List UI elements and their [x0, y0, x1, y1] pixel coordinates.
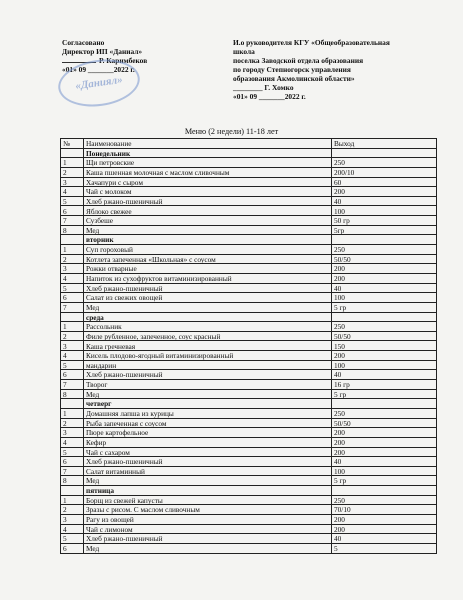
region-line: образования Акмолинской области» [233, 74, 355, 83]
dish-name: Филе рубленное, запеченное, соус красный [84, 331, 332, 341]
dish-name: Рыба запеченная с соусом [84, 418, 332, 428]
portion-output: 250 [332, 322, 437, 332]
dish-name: Салат из свежих овощей [84, 293, 332, 303]
item-number: 1 [61, 158, 84, 168]
portion-output: 200 [332, 273, 437, 283]
item-number: 4 [61, 524, 84, 534]
item-number: 7 [61, 302, 84, 312]
dish-name: Рагу из овощей [84, 514, 332, 524]
portion-output: 200 [332, 524, 437, 534]
table-row [61, 293, 437, 303]
item-number: 3 [61, 341, 84, 351]
table-cell-output [332, 399, 437, 409]
table-row [61, 380, 437, 390]
item-number: 3 [61, 264, 84, 274]
item-number: 7 [61, 216, 84, 226]
table-row [61, 495, 437, 505]
table-row [61, 524, 437, 534]
item-number: 2 [61, 418, 84, 428]
item-number: 6 [61, 293, 84, 303]
portion-output: 200 [332, 437, 437, 447]
item-number: 3 [61, 428, 84, 438]
portion-output: 5 гр [332, 389, 437, 399]
column-header-name: Наименование [84, 139, 332, 149]
stamp-text: «Даниял» [74, 73, 124, 93]
table-row [61, 543, 437, 553]
dish-name: Мед [84, 543, 332, 553]
portion-output: 100 [332, 466, 437, 476]
table-row [61, 273, 437, 283]
table-row [61, 447, 437, 457]
portion-output: 200/10 [332, 167, 437, 177]
portion-output: 100 [332, 206, 437, 216]
table-row [61, 457, 437, 467]
portion-output: 200 [332, 351, 437, 361]
portion-output: 60 [332, 177, 437, 187]
portion-output: 100 [332, 360, 437, 370]
menu-title: Меню (2 недели) 11-18 лет [184, 127, 279, 136]
dish-name: Чай с сахаром [84, 447, 332, 457]
table-row [61, 158, 437, 168]
dish-name: Кефир [84, 437, 332, 447]
portion-output: 50/50 [332, 418, 437, 428]
item-number: 7 [61, 466, 84, 476]
city-line: по городу Степногорск управления [233, 65, 351, 74]
dish-name: Мед [84, 476, 332, 486]
director-name: Р. Каримбеков [99, 56, 148, 65]
table-cell-number [61, 399, 84, 409]
portion-output: 250 [332, 158, 437, 168]
portion-output: 200 [332, 447, 437, 457]
table-cell-number [61, 312, 84, 322]
dish-name: Рассольник [84, 322, 332, 332]
table-row [61, 283, 437, 293]
table-row [61, 514, 437, 524]
item-number: 6 [61, 206, 84, 216]
table-cell-number [61, 148, 84, 158]
portion-output: 70/10 [332, 505, 437, 515]
dish-name: Каша пшенная молочная с маслом сливочным [84, 167, 332, 177]
table-row [61, 216, 437, 226]
item-number: 5 [61, 534, 84, 544]
approval-date-right: «01» 09 _______2022 г. [233, 92, 306, 101]
dish-name: Щи петровские [84, 158, 332, 168]
table-cell-output [332, 148, 437, 158]
day-heading-row [61, 486, 437, 496]
portion-output: 40 [332, 457, 437, 467]
dish-name: Рожки отварные [84, 264, 332, 274]
item-number: 4 [61, 187, 84, 197]
day-heading: среда [84, 312, 332, 322]
portion-output: 250 [332, 408, 437, 418]
table-header-row [61, 139, 437, 149]
table-row [61, 428, 437, 438]
table-row [61, 370, 437, 380]
dish-name: Напиток из сухофруктов витаминизированный [84, 273, 332, 283]
table-row [61, 254, 437, 264]
day-heading: Понедельник [84, 148, 332, 158]
table-row [61, 437, 437, 447]
table-row [61, 466, 437, 476]
item-number: 5 [61, 196, 84, 206]
dish-name: Домашняя лапша из курицы [84, 408, 332, 418]
table-row [61, 534, 437, 544]
portion-output: 100 [332, 293, 437, 303]
table-row [61, 331, 437, 341]
portion-output: 250 [332, 495, 437, 505]
table-row [61, 389, 437, 399]
table-row [61, 351, 437, 361]
day-heading-row [61, 399, 437, 409]
dish-name: Хлеб ржано-пшеничный [84, 457, 332, 467]
dish-name: Зразы с рисом. С маслом сливочным [84, 505, 332, 515]
department-line: поселка Заводской отдела образования [233, 56, 364, 65]
item-number: 3 [61, 177, 84, 187]
day-heading: пятница [84, 486, 332, 496]
table-row [61, 341, 437, 351]
portion-output: 40 [332, 370, 437, 380]
item-number: 8 [61, 389, 84, 399]
school-head-title: И.о руководителя КГУ «Общеобразовательная [233, 38, 390, 47]
day-heading-row [61, 312, 437, 322]
table-row [61, 167, 437, 177]
item-number: 1 [61, 495, 84, 505]
dish-name: Чай с лимоном [84, 524, 332, 534]
item-number: 6 [61, 457, 84, 467]
table-cell-output [332, 312, 437, 322]
item-number: 7 [61, 380, 84, 390]
school-line: школа [233, 47, 255, 56]
table-row [61, 225, 437, 235]
dish-name: мандарин [84, 360, 332, 370]
dish-name: Хачапури с сыром [84, 177, 332, 187]
dish-name: Борщ из свежей капусты [84, 495, 332, 505]
item-number: 8 [61, 225, 84, 235]
dish-name: Суп гороховый [84, 245, 332, 255]
portion-output: 16 гр [332, 380, 437, 390]
portion-output: 5 [332, 543, 437, 553]
portion-output: 150 [332, 341, 437, 351]
portion-output: 50 гр [332, 216, 437, 226]
approval-block-right [233, 38, 448, 101]
item-number: 4 [61, 437, 84, 447]
table-row [61, 177, 437, 187]
portion-output: 200 [332, 264, 437, 274]
table-row [61, 418, 437, 428]
dish-name: Мед [84, 389, 332, 399]
portion-output: 40 [332, 534, 437, 544]
dish-name: Хлеб ржано-пшеничный [84, 196, 332, 206]
dish-name: Котлета запеченная «Школьная» с соусом [84, 254, 332, 264]
dish-name: Мед [84, 225, 332, 235]
dish-name: Чай с молоком [84, 187, 332, 197]
table-row [61, 187, 437, 197]
portion-output: 200 [332, 187, 437, 197]
item-number: 8 [61, 476, 84, 486]
table-cell-output [332, 486, 437, 496]
item-number: 4 [61, 273, 84, 283]
menu-table-body [61, 148, 437, 553]
portion-output: 200 [332, 514, 437, 524]
day-heading: четверг [84, 399, 332, 409]
item-number: 2 [61, 505, 84, 515]
dish-name: Хлеб ржано-пшеничный [84, 283, 332, 293]
item-number: 5 [61, 360, 84, 370]
item-number: 1 [61, 408, 84, 418]
item-number: 2 [61, 331, 84, 341]
portion-output: 5 гр [332, 302, 437, 312]
portion-output: 250 [332, 245, 437, 255]
day-heading-row [61, 235, 437, 245]
portion-output: 5гр [332, 225, 437, 235]
dish-name: Сузбеше [84, 216, 332, 226]
table-cell-number [61, 235, 84, 245]
table-row [61, 505, 437, 515]
dish-name: Хлеб ржано-пшеничный [84, 534, 332, 544]
dish-name: Хлеб ржано-пшеничный [84, 370, 332, 380]
table-cell-number [61, 486, 84, 496]
portion-output: 50/50 [332, 254, 437, 264]
dish-name: Яблоко свежее [84, 206, 332, 216]
dish-name: Творог [84, 380, 332, 390]
item-number: 2 [61, 167, 84, 177]
item-number: 1 [61, 322, 84, 332]
approval-date-left: «01» 09 _______2022 г. [62, 65, 135, 74]
table-row [61, 408, 437, 418]
table-row [61, 245, 437, 255]
item-number: 5 [61, 283, 84, 293]
table-row [61, 264, 437, 274]
table-row [61, 360, 437, 370]
table-cell-output [332, 235, 437, 245]
item-number: 6 [61, 370, 84, 380]
dish-name: Пюре картофельное [84, 428, 332, 438]
portion-output: 40 [332, 283, 437, 293]
table-row [61, 206, 437, 216]
dish-name: Мед [84, 302, 332, 312]
item-number: 5 [61, 447, 84, 457]
director-title: Директор ИП «Даниал» [62, 47, 143, 56]
table-row [61, 322, 437, 332]
approved-label: Согласовано [62, 38, 105, 47]
dish-name: Кисель плодово-ягодный витаминизированный [84, 351, 332, 361]
table-row [61, 196, 437, 206]
portion-output: 5 гр [332, 476, 437, 486]
column-header-output: Выход [332, 139, 437, 149]
school-head-signature: ________ Г. Хомко [233, 83, 294, 92]
item-number: 2 [61, 254, 84, 264]
day-heading: вторник [84, 235, 332, 245]
dish-name: Салат витаминный [84, 466, 332, 476]
item-number: 3 [61, 514, 84, 524]
portion-output: 200 [332, 428, 437, 438]
portion-output: 50/50 [332, 331, 437, 341]
dish-name: Каша гречневая [84, 341, 332, 351]
menu-table [60, 138, 437, 554]
column-header-number: № [61, 139, 84, 149]
item-number: 4 [61, 351, 84, 361]
table-row [61, 302, 437, 312]
portion-output: 40 [332, 196, 437, 206]
item-number: 6 [61, 543, 84, 553]
day-heading-row [61, 148, 437, 158]
table-row [61, 476, 437, 486]
item-number: 1 [61, 245, 84, 255]
